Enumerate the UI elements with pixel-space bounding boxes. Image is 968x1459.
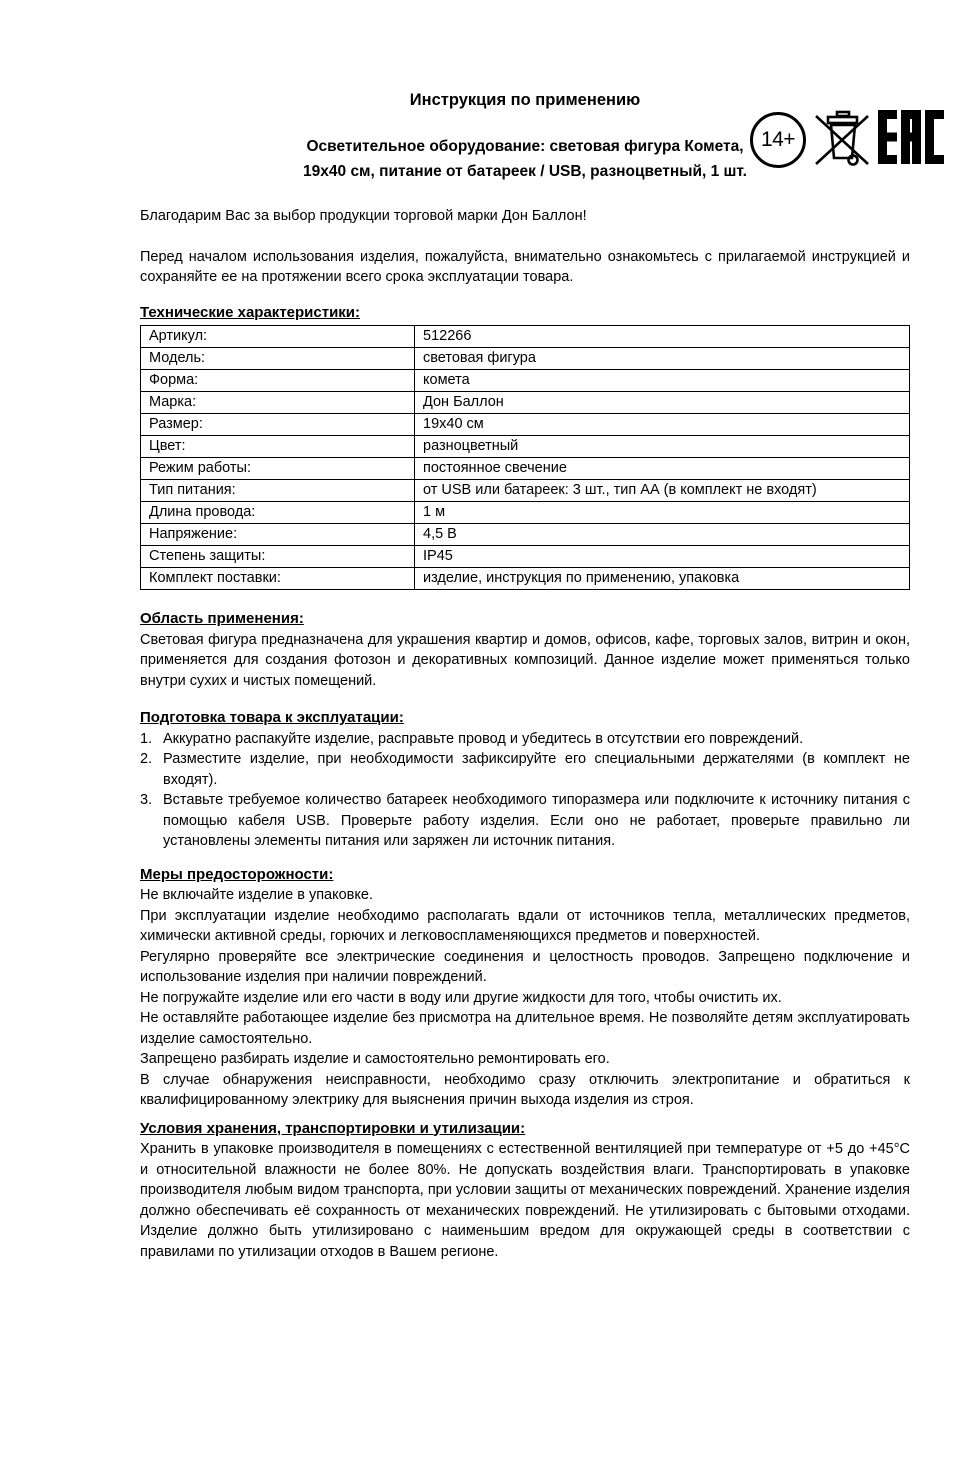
table-row [141, 458, 910, 480]
table-row [141, 414, 910, 436]
list-item-number: 2. [140, 751, 153, 767]
spec-value: разноцветный [415, 436, 910, 458]
spec-label: Марка: [141, 392, 415, 414]
spec-value: световая фигура [415, 348, 910, 370]
spec-label: Режим работы: [141, 458, 415, 480]
age-restriction-label: 14+ [760, 127, 796, 151]
spec-value: 4,5 В [415, 524, 910, 546]
list-item-text: Аккуратно распакуйте изделие, расправьте провод и убедитесь в отсутствии его повреждений. [163, 730, 804, 747]
spec-value: Дон Баллон [415, 392, 910, 414]
application-heading: Область применения: [140, 610, 304, 627]
certification-icons [750, 106, 944, 173]
notice-paragraph: Перед началом использования изделия, пожалуйста, внимательно ознакомьтесь с прилагаемой инструкцией и сохраняйте ее на протяжении всего срока эксплуатации товара. [140, 248, 910, 285]
list-item [140, 729, 910, 750]
product-subtitle-line1: Осветительное оборудование: световая фигура Комета, [306, 138, 744, 155]
spec-value: постоянное свечение [415, 458, 910, 480]
table-row [141, 480, 910, 502]
precaution-paragraph: Регулярно проверяйте все электрические соединения и целостность проводов. Запрещено подключение и использование изделия при наличии повреждений. [140, 948, 910, 985]
precaution-paragraph: В случае обнаружения неисправности, необходимо сразу отключить электропитание и обратиться к квалифицированному электрику для выяснения причин выхода изделия из строя. [140, 1071, 910, 1108]
page-title: Инструкция по применению [409, 91, 641, 109]
spec-label: Комплект поставки: [141, 568, 415, 590]
spec-value: 1 м [415, 502, 910, 524]
eac-mark-icon [878, 110, 944, 169]
age-restriction-badge [750, 112, 806, 168]
spec-label: Напряжение: [141, 524, 415, 546]
list-item-number: 1. [140, 730, 153, 747]
list-item-text: Вставьте требуемое количество батареек необходимого типоразмера или подключите к источнику питания с помощью кабеля USB. Проверьте работу изделия. Если оно не работает, проверьте правильно ли установлены элементы питания или заряжен ли источник питания. [163, 792, 910, 849]
preparation-heading: Подготовка товара к эксплуатации: [140, 709, 404, 726]
list-item [140, 790, 910, 852]
specs-heading: Технические характеристики: [140, 303, 361, 321]
spec-value: от USB или батареек: 3 шт., тип АА (в комплект не входят) [415, 480, 910, 502]
document-body [0, 90, 968, 1262]
precaution-paragraph: Не включайте изделие в упаковке. [140, 887, 373, 903]
spec-label: Степень защиты: [141, 546, 415, 568]
spec-value: комета [415, 370, 910, 392]
specs-table [140, 325, 910, 590]
precaution-paragraph: Запрещено разбирать изделие и самостоятельно ремонтировать его. [140, 1051, 610, 1067]
table-row [141, 568, 910, 590]
spec-label: Длина провода: [141, 502, 415, 524]
spec-label: Размер: [141, 414, 415, 436]
preparation-list [140, 729, 910, 852]
precaution-paragraph: Не погружайте изделие или его части в воду или другие жидкости для того, чтобы очистить их. [140, 989, 782, 1006]
table-row [141, 524, 910, 546]
spec-label: Тип питания: [141, 480, 415, 502]
table-row [141, 392, 910, 414]
storage-heading: Условия хранения, транспортировки и утилизации: [140, 1119, 526, 1137]
product-subtitle-line2: 19х40 см, питание от батареек / USB, разноцветный, 1 шт. [303, 163, 747, 180]
spec-label: Модель: [141, 348, 415, 370]
spec-value: изделие, инструкция по применению, упаковка [415, 568, 910, 590]
spec-label: Артикул: [141, 326, 415, 348]
precaution-paragraph: Не оставляйте работающее изделие без присмотра на длительное время. Не позволяйте детям эксплуатировать изделие самостоятельно. [140, 1010, 910, 1047]
table-row [141, 436, 910, 458]
table-row [141, 348, 910, 370]
spec-label: Форма: [141, 370, 415, 392]
weee-crossed-bin-icon [813, 106, 871, 173]
thanks-paragraph: Благодарим Вас за выбор продукции торговой марки Дон Баллон! [140, 208, 587, 224]
table-row [141, 326, 910, 348]
precaution-paragraph: При эксплуатации изделие необходимо располагать вдали от источников тепла, металлических предметов, химически активной среды, горючих и легковоспламеняющихся предметов и поверхностей. [140, 907, 910, 944]
spec-value: 512266 [415, 326, 910, 348]
spec-label: Цвет: [141, 436, 415, 458]
list-item-number: 3. [140, 792, 153, 808]
storage-paragraph: Хранить в упаковке производителя в помещениях с естественной вентиляцией при температуре от +5 до +45°С и относительной влажности не более 80%. Не допускать воздействия влаги. Транспортировать в упаковке производителя любым видом транспорта, при условии защиты от механических повреждений. Хранение изделия должно обеспечивать её сохранность от механических повреждений. Не утилизировать с бытовыми отходами. Изделие должно быть утилизировано с наименьшим вредом для окружающей среды в соответствии с правилами по утилизации отходов в Вашем регионе. [140, 1141, 910, 1260]
spec-value: IP45 [415, 546, 910, 568]
application-paragraph: Световая фигура предназначена для украшения квартир и домов, офисов, кафе, торговых залов, витрин и окон, применяется для создания фотозон и декоративных композиций. Данное изделие может применяться только внутри сухих и чистых помещений. [140, 631, 910, 689]
precautions-paragraphs [140, 885, 910, 1111]
list-item [140, 749, 910, 790]
spec-value: 19х40 см [415, 414, 910, 436]
table-row [141, 370, 910, 392]
list-item-text: Разместите изделие, при необходимости зафиксируйте его специальными держателями (в комплект не входят). [163, 751, 910, 788]
precautions-heading: Меры предосторожности: [140, 865, 334, 883]
instruction-page [0, 90, 968, 1459]
table-row [141, 502, 910, 524]
table-row [141, 546, 910, 568]
